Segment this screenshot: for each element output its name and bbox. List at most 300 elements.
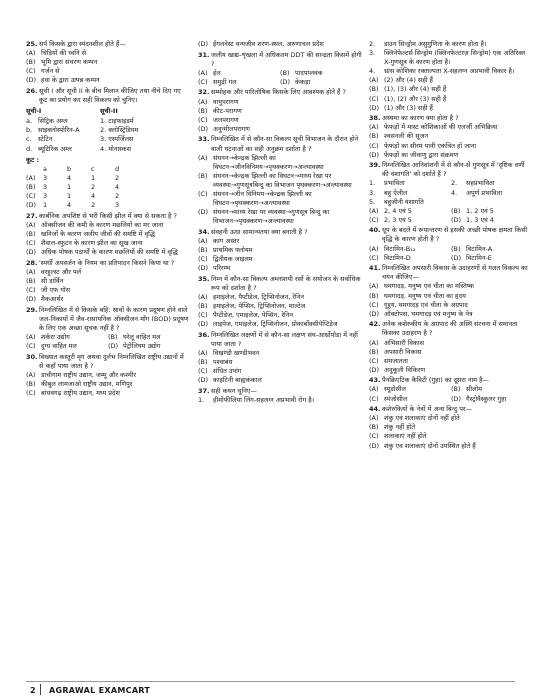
option — [369, 414, 533, 423]
question-text: धूप के बदले में रूपान्तरण से इसकी अच्छी पोषक क्षमता किसी वृद्धि के कारण होती है ? — [382, 226, 528, 244]
option-text: बहु ऐलील — [384, 188, 408, 197]
question-block — [26, 212, 190, 257]
option-label: (B) — [198, 106, 208, 115]
code-header-cell: a — [43, 164, 47, 173]
option-text: संघनन→केन्द्रक झिल्ली का विघटन→जीनविनिमय→पृथक्करण→अन्त्यावस्था — [213, 153, 324, 171]
match-row-label: b. — [26, 126, 33, 135]
option-text: शंकु एवं शलाकाएं दोनों नहीं होते — [384, 414, 460, 423]
option — [26, 248, 190, 257]
option-label: 2. — [451, 179, 458, 188]
question-text: निम्न में कौन-सा विकल्प अम्लाशयी रसों के संयोजन के सर्वाधिक रूप को दर्शाता है ? — [211, 274, 361, 292]
question-stem — [26, 306, 190, 333]
question-stem — [369, 161, 533, 179]
option-list — [198, 154, 362, 227]
option — [198, 376, 362, 385]
option-label: (A) — [369, 76, 379, 85]
option-label: (A) — [26, 267, 36, 276]
option-text: कीबुल लामजाओ राष्ट्रीय उद्यान, मणिपुर — [41, 379, 133, 388]
question-block — [369, 376, 533, 403]
question-stem — [26, 259, 190, 268]
option-label: (A) — [26, 49, 36, 58]
option — [26, 286, 190, 295]
code-cell: 4 — [67, 201, 72, 210]
option-list — [369, 245, 533, 263]
option — [369, 385, 451, 394]
option-text: स्यूडोसील — [384, 385, 406, 394]
option-label: (A) — [369, 123, 379, 132]
option-text: शलाकाएं नहीं होते — [384, 432, 427, 441]
option-list — [369, 282, 533, 318]
question-text: सूची I और सूची II के बीच मिलान कीजिए तथा नीचे दिए गए कूट का प्रयोग कर सही विकल्प को चुनिए। — [39, 86, 181, 105]
option-text: विटामिन-B₁₂ — [384, 244, 416, 253]
option — [369, 395, 451, 404]
option-list — [369, 414, 533, 450]
option-list — [26, 268, 190, 304]
option — [451, 189, 533, 198]
option-text: विटामिन-A — [466, 244, 493, 253]
match-row-item: सिट्रिक अम्ल — [38, 117, 68, 126]
option-label: 2. — [369, 40, 376, 48]
code-cell: 2 — [91, 182, 96, 191]
option-list — [369, 339, 533, 375]
option-label: (B) — [369, 85, 379, 94]
option-label: 3. — [369, 188, 376, 197]
option — [108, 342, 190, 351]
option-text: अनुन्मीलपरागण — [213, 124, 251, 133]
code-cell: (C) — [26, 192, 36, 200]
option-text: केकड़ा — [295, 77, 311, 86]
option-text: पश्वाबंध — [213, 358, 233, 367]
option-text: शंकु नहीं होते — [384, 423, 416, 432]
option-list — [198, 237, 362, 273]
option-text: अधिक पोषक पदार्थों के कारण मछलियों की समष्टि में वृद्धि — [41, 248, 178, 257]
option-text: प्रभाविता — [384, 179, 405, 188]
option-text: विखण्डी खण्डीभवन — [213, 349, 260, 358]
option — [26, 76, 190, 85]
option — [198, 107, 362, 116]
option — [280, 78, 362, 87]
option — [198, 154, 362, 172]
option-label: (C) — [26, 285, 36, 294]
option-label: (C) — [369, 141, 379, 150]
option-text: क्लिनेफेल्टर्स सिन्ड्रोम (क्लिनफेल्टरज़ सिन्ड्रोम) एक अतिरिक्त X-गुणसूत्र के कारण होता है। — [384, 49, 526, 67]
match-row-item: साइक्लोस्पोरिन-A — [38, 126, 80, 135]
match-row-pair: 4. मोनास्कस — [100, 144, 132, 153]
option — [369, 123, 533, 132]
option-label: (A) — [369, 282, 379, 291]
question-block — [369, 226, 533, 262]
option-text: दुग्ध वाहित मल — [41, 342, 77, 350]
question-text: संवहनी ऊधा सामान्यतया क्या बनाती है ? — [211, 227, 308, 236]
option-label: 4. — [451, 188, 458, 197]
match-row-pair: 2. क्लोस्ट्रिडियम — [100, 126, 139, 135]
option-label: (B) — [369, 291, 379, 300]
question-block — [26, 87, 190, 210]
option — [369, 310, 533, 319]
code-header-cell — [26, 165, 43, 174]
question-number: 34. — [198, 227, 210, 236]
option-label: (D) — [26, 248, 37, 257]
code-cell: 3 — [43, 182, 48, 191]
code-cell: 2 — [115, 192, 120, 200]
option-text: घरेलू वाहित मल — [123, 332, 161, 341]
footer-text — [30, 686, 150, 695]
question-number: 37. — [198, 386, 210, 395]
option-label: (D) — [369, 103, 380, 112]
option-label: (A) — [369, 206, 379, 215]
question-text: 'स्पर्धी अपवर्जन के नियम का प्रतिपादन किसने किया था ? — [39, 258, 175, 267]
option-label: (C) — [198, 115, 208, 124]
option-list — [198, 98, 362, 134]
option-text: संघनन→केन्द्रक झिल्ली का विघटन→माध्य रेखा पर व्यवस्था→गुणसूत्रबिन्दु का विभाजन पृथक्करण→अन्त्यावस्था — [213, 171, 352, 189]
option — [26, 295, 190, 304]
question-text: निम्नलिखित में से किसके बहि: स्रावों के कारण प्रदूषण होने वाले जल-निकायों में जैव-रासायनिक ऑक्सीजन माँग (BOD) प्रदूषण के लिए एक अच्छा सूचक नहीं है ? — [39, 305, 189, 332]
option — [369, 76, 533, 85]
option-list — [198, 349, 362, 385]
question-block — [198, 387, 362, 405]
option-list — [26, 333, 190, 351]
code-header-cell: b — [67, 164, 72, 173]
question-block — [198, 331, 362, 386]
option — [369, 179, 451, 188]
option-text: शंकु एव शलाकाएं दोनों उपस्थित होते हैं — [384, 441, 476, 450]
option — [280, 69, 362, 78]
question-stem — [369, 226, 533, 244]
code-cell: 3 — [43, 192, 48, 200]
question-block — [26, 353, 190, 398]
code-label: कूट : — [26, 155, 40, 164]
code-cell: (D) — [26, 201, 37, 210]
option-list — [369, 385, 533, 403]
option-label: (C) — [198, 311, 208, 320]
option-label: (D) — [198, 264, 209, 273]
code-header-cell: d — [115, 164, 120, 173]
option — [369, 104, 533, 113]
option — [451, 385, 533, 394]
option-label: (C) — [26, 67, 36, 76]
option-text: वरहुल्स्ट और पर्ल — [41, 267, 82, 276]
option — [369, 357, 533, 366]
option-text: संघनन→माध्य रेखा पर व्यवस्था→गुणसूत्र बिन्दु का विभाजन→पृथक्करण→अन्त्यावस्था — [213, 208, 330, 226]
question-number: 40. — [369, 226, 381, 235]
option — [198, 125, 362, 134]
option — [198, 78, 280, 87]
option-text: बहुजीनी वंशागति — [384, 197, 424, 206]
question-text: सम्मोहक और पारितोषिक किसके लिए आवश्यक होते हैं ? — [211, 88, 346, 97]
option — [369, 189, 451, 198]
option-text: (1) और (3) सही हैं — [384, 103, 433, 112]
code-cell: 2 — [115, 173, 120, 182]
option-text: पैप्टीडेज, एमाइलेज, पेप्सिन, रेनिन — [213, 311, 293, 320]
option-label: (B) — [280, 68, 290, 77]
option-label: (C) — [369, 253, 379, 262]
option — [369, 339, 533, 348]
option-label: (A) — [198, 97, 208, 106]
option-label: (D) — [451, 215, 462, 224]
option-label: (C) — [198, 367, 208, 376]
match-header-list2: सूची-II — [100, 107, 118, 116]
option-label: (B) — [108, 332, 118, 341]
option — [26, 342, 108, 351]
question-stem — [26, 40, 190, 49]
question-block — [369, 40, 533, 113]
option-label: (C) — [369, 432, 379, 441]
code-header-cell: c — [91, 164, 95, 173]
option — [198, 116, 362, 125]
question-stem — [26, 353, 190, 371]
option-list — [26, 371, 190, 398]
option-label: (D) — [369, 309, 380, 318]
question-number: 41. — [369, 264, 381, 273]
option — [198, 69, 280, 78]
question-stem — [198, 228, 362, 237]
option-text: सीलोम — [466, 385, 483, 394]
option — [26, 58, 190, 67]
code-row — [26, 183, 190, 192]
question-block — [26, 306, 190, 351]
question-stem — [369, 405, 533, 414]
option — [26, 239, 190, 248]
question-number: 31. — [198, 50, 210, 59]
option-label: (B) — [26, 379, 36, 388]
option-label: (A) — [198, 349, 208, 358]
option-label: (B) — [451, 385, 461, 394]
option-list — [26, 221, 190, 257]
question-number: 38. — [369, 114, 381, 123]
option — [26, 221, 190, 230]
match-row-label: a. — [26, 117, 33, 126]
question-text: सही कथन चुनिए— — [211, 386, 257, 395]
question-block — [198, 135, 362, 226]
option-text: समजातता — [384, 356, 408, 365]
option — [26, 277, 190, 286]
option — [369, 442, 533, 451]
option-text: फेफड़ों का सीरम पानी एकत्रित हो जाना — [384, 141, 477, 150]
option — [198, 302, 362, 311]
code-cell: 1 — [43, 201, 48, 210]
option-label: (D) — [198, 40, 209, 48]
option-text: गर्जन से — [41, 67, 60, 76]
option — [369, 142, 533, 151]
code-cell: 1 — [67, 192, 72, 200]
question-text: कशेरुकियों के नेत्रों में अन्ध बिन्दु पर— — [382, 405, 473, 414]
option-list — [198, 69, 362, 87]
option-label: (C) — [198, 77, 208, 86]
option-text: अनुकूली विकिरण — [384, 365, 426, 374]
option-text: ईल — [213, 68, 221, 77]
option — [369, 282, 533, 291]
question-number: 26. — [26, 86, 38, 95]
code-cell: 2 — [91, 201, 96, 210]
page-number: 2 — [30, 686, 36, 695]
option-text: फेफड़ों का जीवाणु द्वारा संक्रमण — [384, 150, 459, 159]
option-text: शर्करा उद्योग — [41, 332, 70, 341]
code-cell: (B) — [26, 182, 36, 191]
option-text: पेट्रोलियम उद्योग — [123, 342, 161, 350]
option-text — [466, 198, 533, 207]
option — [369, 432, 533, 441]
option-text: सी डार्विन — [41, 276, 64, 285]
option-label: (A) — [198, 236, 208, 245]
match-row — [26, 135, 190, 144]
option-label: (C) — [26, 238, 36, 247]
match-row-item: स्टेटिन — [38, 135, 53, 144]
option-text: समुद्री गल — [213, 77, 237, 86]
option-list — [198, 396, 362, 405]
option-text: विटामिन-D — [384, 253, 411, 262]
option-label: (A) — [369, 338, 379, 347]
question-text: पैनक्रिएटिक कैविटी (गुहा) का दूसरा नाम है— — [382, 376, 490, 385]
code-cell: 1 — [91, 173, 96, 182]
option-text: चिड़ियों की ध्वनि से — [41, 49, 87, 58]
match-header — [26, 107, 190, 116]
option — [369, 254, 451, 263]
match-row-label: c. — [26, 135, 32, 144]
option — [369, 132, 533, 141]
option — [198, 237, 362, 246]
code-cell: 4 — [91, 192, 96, 200]
option — [451, 179, 533, 188]
question-block — [198, 88, 362, 133]
option — [198, 40, 362, 49]
question-text: निम्नलिखित लक्षणों में से कौन-सा लक्षण संघ-आर्थ्रोपोडा में नहीं पाया जाता ? — [211, 330, 358, 348]
question-number: 33. — [198, 135, 210, 144]
option-label: (A) — [369, 414, 379, 423]
option-label: (C) — [198, 190, 208, 198]
option-label: (B) — [198, 246, 208, 255]
option-label: (D) — [26, 295, 37, 304]
option — [198, 98, 362, 107]
option-text: (1), (2) और (3) सही हैं — [384, 94, 447, 103]
column-left — [26, 40, 190, 400]
option — [198, 293, 362, 302]
question-block — [369, 114, 533, 159]
option — [451, 198, 533, 207]
column-right — [369, 40, 533, 452]
question-block — [369, 264, 533, 319]
question-number: 36. — [198, 330, 210, 339]
option-label: (C) — [369, 394, 379, 403]
question-text: विख्यात कस्तूरी मृग अथवा दुर्लभ निम्नलिखित राष्ट्रीय उद्यानों में से कहाँ पाया जाता है ? — [39, 352, 184, 370]
option — [369, 85, 533, 94]
option-label: (D) — [198, 320, 209, 329]
question-stem — [369, 320, 533, 338]
option-label: (A) — [198, 293, 208, 302]
option-label: 1. — [198, 396, 205, 405]
option-label: (B) — [198, 358, 208, 367]
option-text: परिरम्भ — [213, 264, 231, 273]
option — [451, 395, 533, 404]
question-stem — [198, 88, 362, 97]
option-label: (A) — [369, 385, 379, 394]
option — [369, 423, 533, 432]
option-label: (C) — [369, 300, 379, 309]
option — [26, 371, 190, 380]
option — [26, 333, 108, 342]
question-block — [198, 40, 362, 49]
option-label: (B) — [198, 171, 208, 180]
option-label: (D) — [198, 376, 209, 385]
option — [369, 292, 533, 301]
option — [26, 380, 190, 389]
option-label: (C) — [26, 388, 36, 397]
question-stem — [369, 114, 533, 123]
footer-rule — [26, 681, 515, 682]
option — [198, 264, 362, 273]
match-row — [26, 117, 190, 126]
option — [198, 320, 362, 329]
option-label: (D) — [369, 365, 380, 374]
question-stem — [198, 135, 362, 153]
option-text: बांधवगढ़ राष्ट्रीय उद्यान, मध्य प्रदेश — [41, 388, 120, 397]
question-stem — [369, 264, 533, 282]
option-label: 1. — [369, 179, 376, 188]
question-stem — [26, 87, 190, 105]
option-label: (B) — [369, 132, 379, 141]
question-block — [26, 40, 190, 85]
column-middle — [198, 40, 362, 407]
option-text: ईगलनेस्ट वन्यजीव शरण-स्थल, अरुणाचल प्रदेश — [213, 40, 324, 48]
option — [451, 254, 533, 263]
question-stem — [198, 331, 362, 349]
option — [369, 67, 533, 76]
option-text: इमाइलेज, पैप्टीडेज, ट्रिप्सिनोजन, रेनिन — [213, 293, 304, 302]
option-text: (2) और (4) सही हैं — [384, 76, 433, 85]
code-cell: 4 — [115, 182, 120, 191]
option — [451, 245, 533, 254]
option-label: (B) — [26, 276, 36, 285]
option-text: ऑक्सीजन की कमी के कारण मछलियों का मर जाना — [41, 220, 164, 229]
question-number: 32. — [198, 88, 210, 97]
question-number: 25. — [26, 40, 38, 48]
option-text: डाउन सिन्ड्रोम असुगुणिता के कारण होता है। — [384, 40, 487, 48]
option-text: इमाइलेज, पेप्सिन, ट्रिप्सिनोजन, माल्टेज — [213, 302, 306, 311]
option-label: (D) — [198, 124, 209, 133]
match-row-label: d. — [26, 144, 33, 153]
option — [26, 67, 190, 76]
option-text: द्वितीयक जाइलम — [213, 255, 253, 264]
option — [26, 230, 190, 239]
question-number: 39. — [369, 161, 381, 170]
option — [451, 216, 533, 225]
question-number: 44. — [369, 405, 381, 414]
option-text: स्पंजोसील — [384, 394, 408, 403]
option-label: (B) — [198, 302, 208, 311]
question-text: जलीय खाद्य-शृंखला में अधिकतम DDT की सान्द्रता किसमें होगी ? — [211, 50, 362, 68]
option-text: 1, 2 एवं 5 — [466, 206, 494, 215]
option-list — [26, 49, 190, 85]
option — [369, 245, 451, 254]
option-text: अपसारी विकास — [384, 347, 422, 356]
option-label: (A) — [26, 332, 36, 341]
option-text: (1), (3) और (4) सही हैं — [384, 85, 447, 94]
question-block — [198, 275, 362, 330]
option-label: (C) — [198, 255, 208, 264]
option-list — [369, 123, 533, 159]
option — [26, 49, 190, 58]
footer-separator — [40, 684, 41, 695]
option-text: सहप्रभाविता — [466, 179, 495, 188]
code-header — [26, 165, 190, 174]
option-text: काग अस्तर — [213, 236, 240, 245]
option-label: 5. — [369, 197, 376, 206]
option-label: (D) — [108, 342, 119, 350]
option-label: (D) — [369, 441, 380, 450]
option — [369, 348, 533, 357]
option-text: जी एफ गॉस — [41, 285, 70, 294]
option — [198, 396, 362, 405]
option-text: संघनन→जीन विनिमय→केन्द्रक झिल्ली का विघटन→पृथक्करण→अन्त्यावस्था — [213, 190, 312, 208]
